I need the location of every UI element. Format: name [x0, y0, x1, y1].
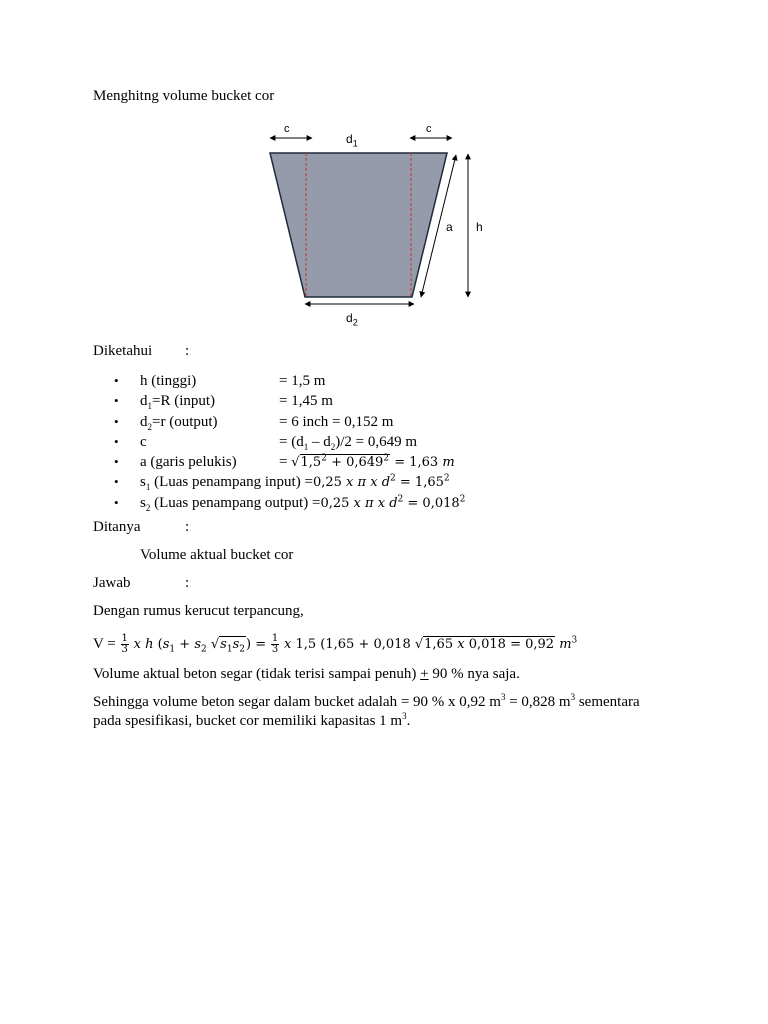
item-label: h (tinggi)	[140, 373, 197, 389]
paren: (	[157, 637, 163, 652]
x: x	[346, 475, 354, 491]
term: 0,649	[346, 455, 384, 471]
label-h: h	[476, 220, 483, 234]
bullet: •	[114, 413, 119, 429]
label-sub: 1	[147, 401, 152, 412]
s: s	[232, 637, 240, 652]
value: 0,018	[468, 637, 506, 652]
d: d	[381, 475, 391, 491]
value-sub: 2	[330, 441, 336, 452]
sub: 2	[239, 644, 245, 655]
text: Sehingga volume beton segar dalam bucket adalah = 90 % x 0,92 m	[93, 694, 501, 710]
label-d2	[346, 309, 358, 327]
value-pre: = (d	[279, 433, 304, 450]
item-value	[279, 452, 455, 473]
sub: 1	[169, 644, 176, 655]
s: s	[220, 637, 227, 652]
sqrt-body	[300, 454, 391, 470]
label-d2-sub: 2	[352, 317, 358, 328]
sup: 2	[390, 474, 396, 485]
s-sub: 1	[145, 482, 151, 493]
sub: 2	[201, 644, 207, 655]
item-label	[140, 493, 465, 514]
denominator: 3	[271, 644, 279, 656]
item-label	[140, 472, 450, 493]
s: s	[194, 637, 201, 652]
value-post: )/2 = 0,649 m	[335, 433, 418, 450]
s-text: (Luas penampang output) =	[150, 494, 321, 511]
text: sementara	[575, 694, 640, 710]
asked-text: Volume aktual bucket cor	[140, 547, 294, 563]
label-pre: d	[140, 413, 148, 430]
plus-minus: +	[420, 666, 429, 682]
value: 1,65	[424, 637, 454, 652]
sqrt-expression: $√1,5^2 + 0,649^2 = 1,63$ m	[291, 453, 455, 471]
sup: 2	[459, 494, 466, 505]
x: x	[283, 637, 292, 652]
s: s	[162, 637, 170, 652]
formula-values: x 1,5 (1,65 + 0,018 √1,65 x 0,018 = 0,92 $m^3$	[283, 635, 578, 652]
label-c-right: c	[426, 123, 432, 135]
text: 90 % nya saja.	[428, 666, 520, 682]
coef: 0,25	[312, 475, 342, 491]
known-heading: Diketahui	[93, 343, 153, 359]
x: x	[377, 495, 386, 511]
bullet: •	[114, 454, 119, 470]
item-value: = 1,5 m	[279, 373, 326, 389]
bullet: •	[114, 474, 119, 490]
v-label: V =	[93, 636, 116, 652]
equals: =	[395, 475, 415, 491]
unit: m	[442, 455, 455, 471]
label-sub: 2	[147, 421, 152, 432]
label-d1-text: d	[346, 132, 353, 146]
sqrt-body	[423, 636, 555, 652]
bullet: •	[114, 433, 119, 449]
text: .	[406, 713, 411, 729]
pi: π	[357, 475, 367, 491]
known-colon: :	[185, 343, 190, 359]
conclusion-line-1	[93, 665, 520, 683]
paren: (	[320, 637, 326, 652]
equals: =	[403, 495, 423, 511]
bucket-trapezoid	[270, 153, 447, 297]
paren: )	[245, 637, 252, 652]
fraction	[121, 634, 129, 655]
volume-formula	[93, 632, 577, 657]
bullet: •	[114, 393, 119, 409]
sub: 1	[226, 644, 233, 655]
equals: =	[390, 455, 410, 471]
pi: π	[365, 495, 374, 511]
result: 1,63	[409, 455, 439, 471]
denominator: 3	[121, 644, 128, 656]
plus: +	[358, 637, 370, 652]
numerator: 1	[271, 633, 279, 645]
result: 1,65	[414, 475, 444, 491]
label-pre: d	[140, 393, 148, 410]
plus: +	[179, 637, 191, 652]
s: s	[140, 474, 146, 491]
x: x	[133, 637, 141, 652]
item-label	[140, 412, 218, 432]
sup: 3	[571, 635, 578, 646]
item-value: = 1,45 m	[279, 393, 333, 410]
area-expression	[313, 475, 450, 490]
label-post: =r (output)	[152, 413, 218, 430]
value-mid: – d	[308, 433, 331, 450]
equals: =	[510, 637, 521, 652]
answer-colon: :	[185, 575, 190, 591]
numerator: 1	[121, 633, 128, 645]
coef: 0,25	[320, 495, 350, 511]
result: 0,018	[422, 495, 460, 511]
sup: 3	[402, 711, 407, 721]
equals: =	[279, 454, 288, 471]
sup: 2	[443, 474, 450, 485]
text: Volume aktual beton segar (tidak terisi sampai penuh)	[93, 666, 421, 682]
equals: =	[255, 637, 267, 652]
bullet: •	[114, 373, 119, 388]
h: h	[145, 637, 154, 652]
bullet: •	[114, 494, 119, 510]
label-post: =R (input)	[152, 393, 216, 410]
value: 1,65	[325, 637, 355, 652]
x: x	[353, 495, 361, 511]
unit: m	[559, 637, 572, 652]
sup: 2	[383, 453, 390, 464]
fraction	[271, 634, 279, 655]
sup: 3	[500, 692, 506, 702]
x: x	[370, 475, 378, 491]
item-value: = 6 inch = 0,152 m	[279, 413, 394, 430]
asked-heading: Ditanya	[93, 519, 141, 535]
s-sub: 2	[145, 502, 151, 513]
result: 0,92	[525, 637, 555, 652]
item-value	[279, 432, 417, 452]
item-label: a (garis pelukis)	[140, 454, 237, 471]
x: x	[457, 637, 465, 652]
formula-body: x h ($s_1 + s_2$ $√s_1s_2$) =	[133, 637, 267, 655]
area-expression	[320, 496, 465, 511]
conclusion-line-3	[93, 712, 410, 730]
bucket-diagram	[0, 0, 768, 340]
label-d1	[346, 130, 358, 148]
item-label: c	[140, 433, 147, 450]
plus: +	[326, 455, 347, 471]
term: 1,5	[300, 455, 322, 471]
page-title: Menghitng volume bucket cor	[93, 88, 275, 104]
d: d	[389, 495, 398, 511]
conclusion-line-2	[93, 693, 640, 711]
text: = 0,828 m	[505, 694, 571, 710]
answer-intro: Dengan rumus kerucut terpancung,	[93, 603, 304, 619]
value: 0,018	[373, 637, 411, 652]
answer-heading: Jawab	[93, 575, 131, 591]
label-d2-text: d	[346, 311, 353, 325]
label-a: a	[446, 220, 453, 234]
sqrt-body	[219, 636, 246, 655]
asked-colon: :	[185, 519, 190, 535]
sup: 2	[397, 494, 404, 505]
item-label	[140, 391, 215, 411]
s-text: (Luas penampang input) =	[150, 474, 313, 491]
value-sub: 1	[303, 441, 309, 452]
value: 1,5	[295, 637, 317, 652]
text: pada spesifikasi, bucket cor memiliki kapasitas 1 m	[93, 713, 403, 729]
label-d1-sub: 1	[352, 138, 358, 149]
label-c-left: c	[284, 123, 290, 135]
sup: 3	[570, 692, 576, 702]
sup: 2	[321, 453, 327, 464]
s: s	[140, 494, 146, 511]
